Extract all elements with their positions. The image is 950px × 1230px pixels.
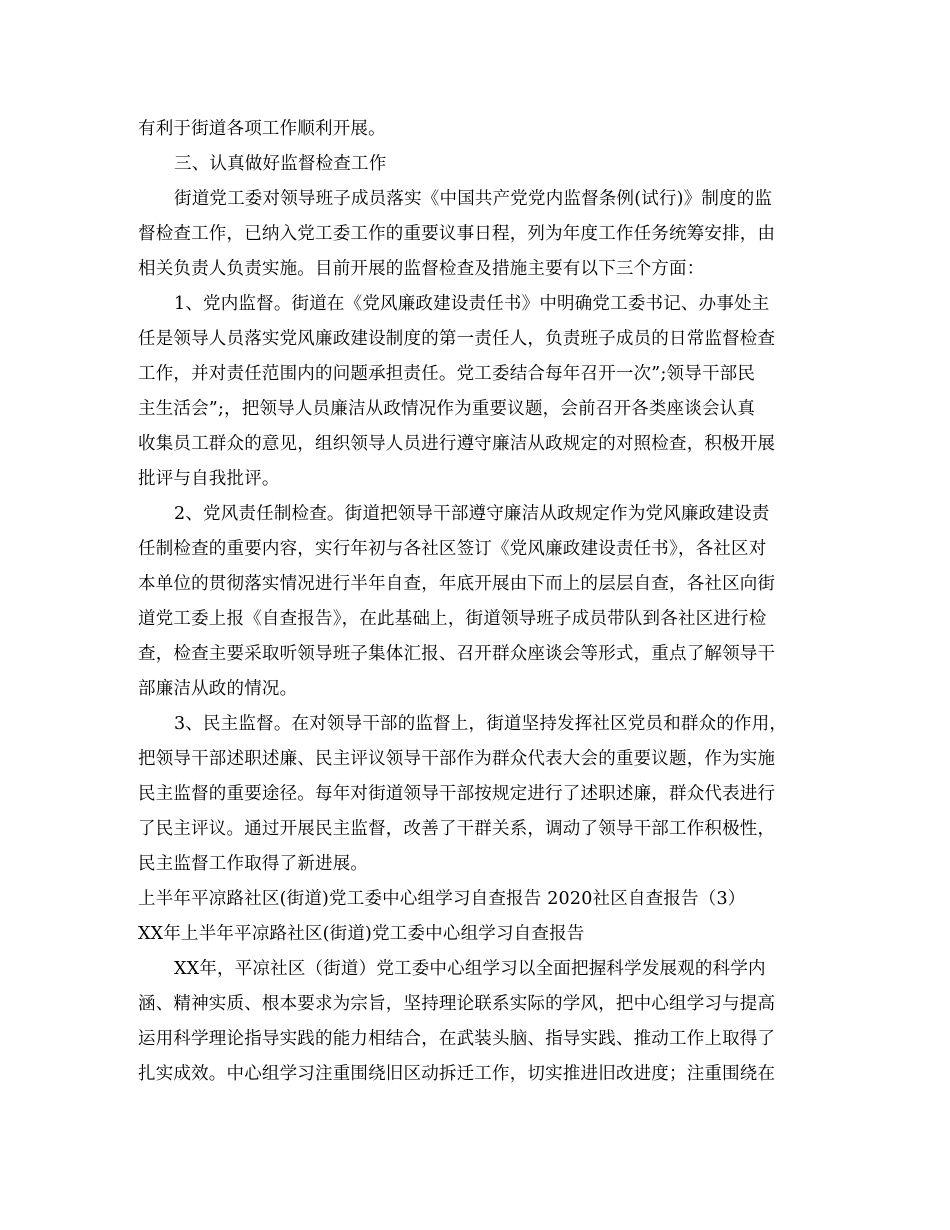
text-line: 任是领导人员落实党风廉政建设制度的第一责任人，负责班子成员的日常监督检查 bbox=[138, 329, 776, 349]
text-line: 主生活会”;，把领导人员廉洁从政情况作为重要议题，会前召开各类座谈会认真 bbox=[138, 399, 756, 419]
section-heading: 三、认真做好监督检查工作 bbox=[174, 154, 387, 174]
text-line: 3、民主监督。在对领导干部的监督上，街道坚持发挥社区党员和群众的作用， bbox=[174, 714, 788, 734]
text-line: 民主监督的重要途径。每年对街道领导干部按规定进行了述职述廉，群众代表进行 bbox=[138, 784, 776, 804]
text-line: XX年，平凉社区（街道）党工委中心组学习以全面把握科学发展观的科学内 bbox=[174, 959, 766, 979]
text-line: 道党工委上报《自查报告》，在此基础上，街道领导班子成员带队到各社区进行检 bbox=[138, 609, 767, 629]
text-line: 扎实成效。中心组学习注重围绕旧区动拆迁工作，切实推进旧改进度；注重围绕在 bbox=[138, 1064, 776, 1084]
text-line: 2、党风责任制检查。街道把领导干部遵守廉洁从政规定作为党风廉政建设责 bbox=[174, 504, 770, 524]
text-line: 查，检查主要采取听领导班子集体汇报、召开群众座谈会等形式，重点了解领导干 bbox=[138, 644, 776, 664]
text-line: 相关负责人负责实施。目前开展的监督检查及措施主要有以下三个方面： bbox=[138, 259, 705, 279]
text-line: 有利于街道各项工作顺利开展。 bbox=[138, 119, 386, 139]
document-body bbox=[138, 112, 824, 1092]
text-line: 1、党内监督。街道在《党风廉政建设责任书》中明确党工委书记、办事处主 bbox=[174, 294, 770, 314]
text-line: 涵、精神实质、根本要求为宗旨，坚持理论联系实际的学风，把中心组学习与提高 bbox=[138, 994, 776, 1014]
text-line: 部廉洁从政的情况。 bbox=[138, 679, 298, 699]
text-line: 运用科学理论指导实践的能力相结合，在武装头脑、指导实践、推动工作上取得了 bbox=[138, 1029, 776, 1049]
text-line: 民主监督工作取得了新进展。 bbox=[138, 854, 369, 874]
report-title-line: 上半年平凉路社区(街道)党工委中心组学习自查报告 2020社区自查报告（3） bbox=[138, 889, 746, 909]
text-line: 工作，并对责任范围内的问题承担责任。党工委结合每年召开一次”;领导干部民 bbox=[138, 364, 756, 384]
report-subtitle-line: XX年上半年平凉路社区(街道)党工委中心组学习自查报告 bbox=[138, 924, 585, 944]
text-line: 了民主评议。通过开展民主监督，改善了干群关系，调动了领导干部工作积极性， bbox=[138, 819, 776, 839]
text-line: 收集员工群众的意见，组织领导人员进行遵守廉洁从政规定的对照检查，积极开展 bbox=[138, 434, 776, 454]
text-line: 本单位的贯彻落实情况进行半年自查，年底开展由下而上的层层自查，各社区向街 bbox=[138, 574, 776, 594]
text-line: 任制检查的重要内容，实行年初与各社区签订《党风廉政建设责任书》，各社区对 bbox=[138, 539, 767, 559]
text-line: 批评与自我批评。 bbox=[138, 469, 280, 489]
text-line: 督检查工作，已纳入党工委工作的重要议事日程，列为年度工作任务统筹安排，由 bbox=[138, 224, 776, 244]
text-line: 街道党工委对领导班子成员落实《中国共产党党内监督条例(试行)》制度的监 bbox=[174, 189, 773, 209]
text-line: 把领导干部述职述廉、民主评议领导干部作为群众代表大会的重要议题，作为实施 bbox=[138, 749, 776, 769]
